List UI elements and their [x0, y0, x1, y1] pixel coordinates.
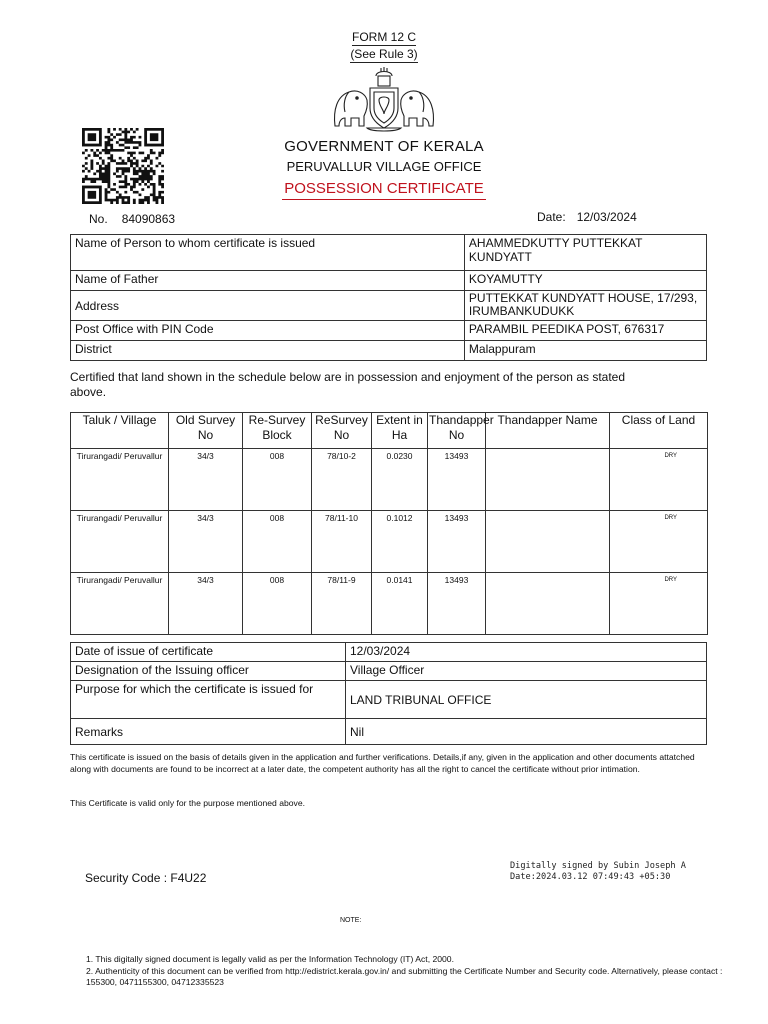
- table-row: [71, 321, 707, 341]
- field-label: Name of Father: [71, 271, 465, 291]
- form-number: FORM 12 C: [351, 30, 416, 44]
- field-label: Designation of the Issuing officer: [71, 662, 346, 681]
- basis-disclaimer: This certificate is issued on the basis of details given in the application and further verifications. Details,if any, given in the application and other documents attatched along with documents are found to be incorrect at a later date, the competent authority has all the right to cancel the certificate without prior intimation.: [70, 752, 695, 774]
- thandapper-name-cell: [486, 511, 610, 573]
- table-row: [71, 271, 707, 291]
- table-row: [71, 235, 707, 271]
- thandapper-name-cell: [486, 449, 610, 511]
- class-cell: DRY: [610, 573, 708, 635]
- field-value: Village Officer: [346, 662, 707, 681]
- government-title: GOVERNMENT OF KERALA: [284, 138, 484, 155]
- table-row: [71, 449, 708, 511]
- column-header: Class of Land: [610, 413, 708, 449]
- table-row: [71, 341, 707, 361]
- signature-name: Digitally signed by Subin Joseph A: [510, 861, 686, 871]
- digital-signature: [510, 861, 686, 883]
- field-label: Address: [71, 291, 465, 321]
- old-survey-cell: 34/3: [169, 449, 243, 511]
- field-value: PUTTEKKAT KUNDYATT HOUSE, 17/293, IRUMBANKUDUKK: [464, 291, 706, 321]
- column-header: ReSurvey No: [312, 413, 372, 449]
- thandapper-name-cell: [486, 573, 610, 635]
- table-row: [71, 643, 707, 662]
- thandapper-no-cell: 13493: [428, 449, 486, 511]
- column-header: Old Survey No: [169, 413, 243, 449]
- column-header: Extent in Ha: [372, 413, 428, 449]
- certificate-number: No. 84090863: [89, 212, 176, 226]
- field-value: PARAMBIL PEEDIKA POST, 676317: [464, 321, 706, 341]
- field-value: AHAMMEDKUTTY PUTTEKKAT KUNDYATT: [464, 235, 706, 271]
- field-label: Purpose for which the certificate is issued for: [71, 681, 346, 719]
- field-label: District: [71, 341, 465, 361]
- certificate-title: POSSESSION CERTIFICATE: [0, 180, 768, 200]
- column-header: Taluk / Village: [71, 413, 169, 449]
- field-value: LAND TRIBUNAL OFFICE: [346, 681, 707, 719]
- field-value: KOYAMUTTY: [464, 271, 706, 291]
- table-row: [71, 511, 708, 573]
- old-survey-cell: 34/3: [169, 573, 243, 635]
- resurvey-cell: 78/11-9: [312, 573, 372, 635]
- field-label: Name of Person to whom certificate is issued: [71, 235, 465, 271]
- table-row: [71, 573, 708, 635]
- column-header: Thandapper Name: [486, 413, 610, 449]
- notes-list: [86, 954, 726, 989]
- class-cell: DRY: [610, 449, 708, 511]
- note-item: 2. Authenticity of this document can be verified from http://edistrict.kerala.gov.in/ and submitting the Certificate Number and Security code. Alternatively, please contact : 155300, 0471155300, 04712335523: [86, 965, 723, 987]
- certificate-date: Date: 12/03/2024: [537, 210, 637, 224]
- field-value: Malappuram: [464, 341, 706, 361]
- class-cell: DRY: [610, 511, 708, 573]
- resurvey-cell: 78/11-10: [312, 511, 372, 573]
- table-header-row: [71, 413, 708, 449]
- form-rule: (See Rule 3): [350, 47, 418, 61]
- issue-details-table: [70, 642, 707, 745]
- block-cell: 008: [243, 449, 312, 511]
- extent-cell: 0.0230: [372, 449, 428, 511]
- field-label: Post Office with PIN Code: [71, 321, 465, 341]
- old-survey-cell: 34/3: [169, 511, 243, 573]
- table-row: [71, 662, 707, 681]
- validity-note: This Certificate is valid only for the purpose mentioned above.: [70, 798, 306, 808]
- field-label: Date of issue of certificate: [71, 643, 346, 662]
- extent-cell: 0.1012: [372, 511, 428, 573]
- person-details-table: [70, 234, 707, 361]
- village-office: PERUVALLUR VILLAGE OFFICE: [286, 159, 482, 174]
- certified-statement: Certified that land shown in the schedule below are in possession and enjoyment of the person as stated above.: [70, 370, 626, 399]
- thandapper-no-cell: 13493: [428, 573, 486, 635]
- note-label: NOTE:: [340, 917, 362, 924]
- note-item: 1. This digitally signed document is legally valid as per the Information Technology (IT) Act, 2000.: [86, 954, 454, 964]
- security-code: Security Code : F4U22: [85, 871, 207, 885]
- column-header: Thandapper No: [428, 413, 486, 449]
- taluk-cell: Tirurangadi/ Peruvallur: [71, 573, 169, 635]
- field-value: 12/03/2024: [346, 643, 707, 662]
- signature-date: Date:2024.03.12 07:49:43 +05:30: [510, 872, 671, 882]
- column-header: Re-Survey Block: [243, 413, 312, 449]
- taluk-cell: Tirurangadi/ Peruvallur: [71, 511, 169, 573]
- field-value: Nil: [346, 719, 707, 745]
- taluk-cell: Tirurangadi/ Peruvallur: [71, 449, 169, 511]
- block-cell: 008: [243, 511, 312, 573]
- table-row: [71, 291, 707, 321]
- thandapper-no-cell: 13493: [428, 511, 486, 573]
- table-row: [71, 719, 707, 745]
- resurvey-cell: 78/10-2: [312, 449, 372, 511]
- block-cell: 008: [243, 573, 312, 635]
- state-emblem-icon: [331, 66, 437, 134]
- field-label: Remarks: [71, 719, 346, 745]
- land-schedule-table: [70, 412, 708, 635]
- extent-cell: 0.0141: [372, 573, 428, 635]
- table-row: [71, 681, 707, 719]
